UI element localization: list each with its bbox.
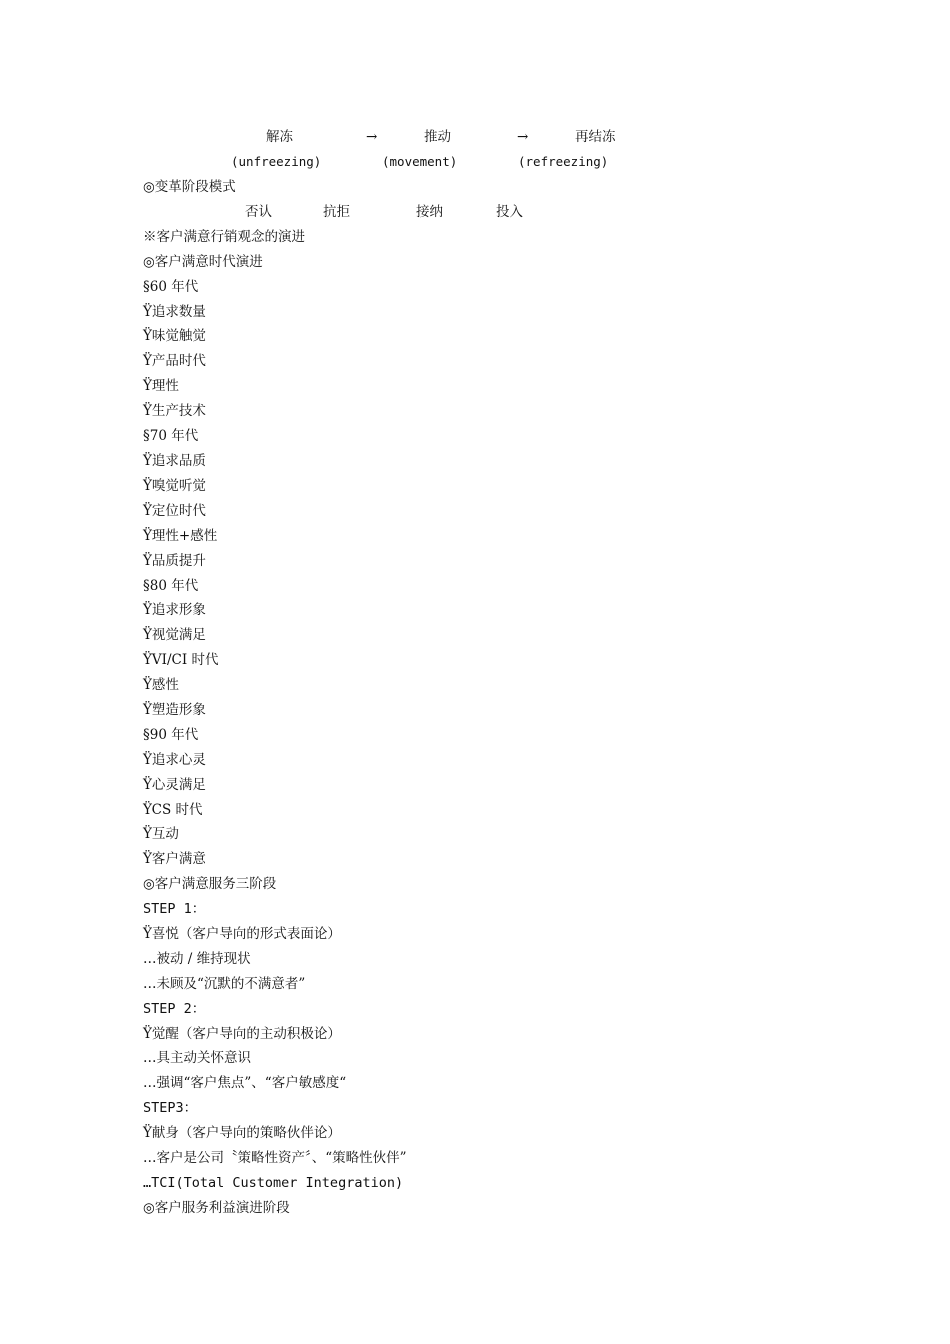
list-item: ŸCS 时代 — [143, 802, 203, 818]
list-item: Ÿ追求形象 — [143, 602, 206, 618]
stage-movement: 推动 — [424, 129, 451, 145]
section-heading: ◎客户满意时代演进 — [143, 254, 263, 270]
list-item: Ÿ生产技术 — [143, 403, 206, 419]
list-item: Ÿ定位时代 — [143, 503, 206, 519]
decade-heading: §90 年代 — [143, 727, 199, 743]
list-item: Ÿ产品时代 — [143, 353, 206, 369]
stage-arrow-1: → — [366, 129, 378, 145]
list-item: …TCI(Total Customer Integration) — [143, 1175, 404, 1191]
decade-heading: §70 年代 — [143, 428, 199, 444]
list-item: Ÿ喜悦（客户导向的形式表面论） — [143, 926, 341, 942]
list-item: Ÿ理性 — [143, 378, 179, 394]
list-item: ŸVI/CI 时代 — [143, 652, 219, 668]
list-item: Ÿ品质提升 — [143, 553, 206, 569]
list-item: Ÿ追求品质 — [143, 453, 206, 469]
decade-heading: §60 年代 — [143, 279, 199, 295]
step-heading: STEP 1： — [143, 901, 206, 917]
list-item: Ÿ献身（客户导向的策略伙伴论） — [143, 1125, 341, 1141]
stage-movement-en: (movement) — [382, 154, 458, 169]
list-item: Ÿ嗅觉听觉 — [143, 478, 206, 494]
pattern-step-accept: 接纳 — [416, 204, 443, 220]
pattern-step-resist: 抗拒 — [323, 204, 350, 220]
list-item: Ÿ感性 — [143, 677, 179, 693]
list-item: …未顾及“沉默的不满意者” — [143, 976, 306, 992]
stage-unfreezing-en: (unfreezing) — [231, 154, 322, 169]
list-item: Ÿ塑造形象 — [143, 702, 206, 718]
list-item: Ÿ视觉满足 — [143, 627, 206, 643]
list-item: …强调“客户焦点”、“客户敏感度“ — [143, 1075, 347, 1091]
stage-unfreezing: 解冻 — [266, 129, 293, 145]
list-item: …被动 / 维持现状 — [143, 951, 251, 967]
list-item: Ÿ觉醒（客户导向的主动积极论） — [143, 1026, 341, 1042]
list-item: Ÿ追求数量 — [143, 304, 206, 320]
list-item: Ÿ互动 — [143, 826, 179, 842]
pattern-step-commit: 投入 — [496, 204, 523, 220]
stage-refreezing: 再结冻 — [575, 129, 616, 145]
list-item: …客户是公司〝策略性资产〞、“策略性伙伴” — [143, 1150, 407, 1166]
list-item: Ÿ追求心灵 — [143, 752, 206, 768]
step-heading: STEP3： — [143, 1100, 198, 1116]
section-heading: ◎客户满意服务三阶段 — [143, 876, 277, 892]
decade-heading: §80 年代 — [143, 578, 199, 594]
list-item: Ÿ心灵满足 — [143, 777, 206, 793]
list-item: Ÿ客户满意 — [143, 851, 206, 867]
list-item: …具主动关怀意识 — [143, 1050, 251, 1066]
section-heading: ◎客户服务利益演进阶段 — [143, 1200, 290, 1216]
section-heading: ※客户满意行销观念的演进 — [143, 229, 305, 245]
list-item: Ÿ理性+感性 — [143, 528, 218, 544]
pattern-title: ◎变革阶段模式 — [143, 179, 236, 195]
stage-arrow-2: → — [517, 129, 529, 145]
list-item: Ÿ味觉触觉 — [143, 328, 206, 344]
step-heading: STEP 2： — [143, 1001, 206, 1017]
stage-refreezing-en: (refreezing) — [518, 154, 609, 169]
pattern-step-deny: 否认 — [245, 204, 272, 220]
